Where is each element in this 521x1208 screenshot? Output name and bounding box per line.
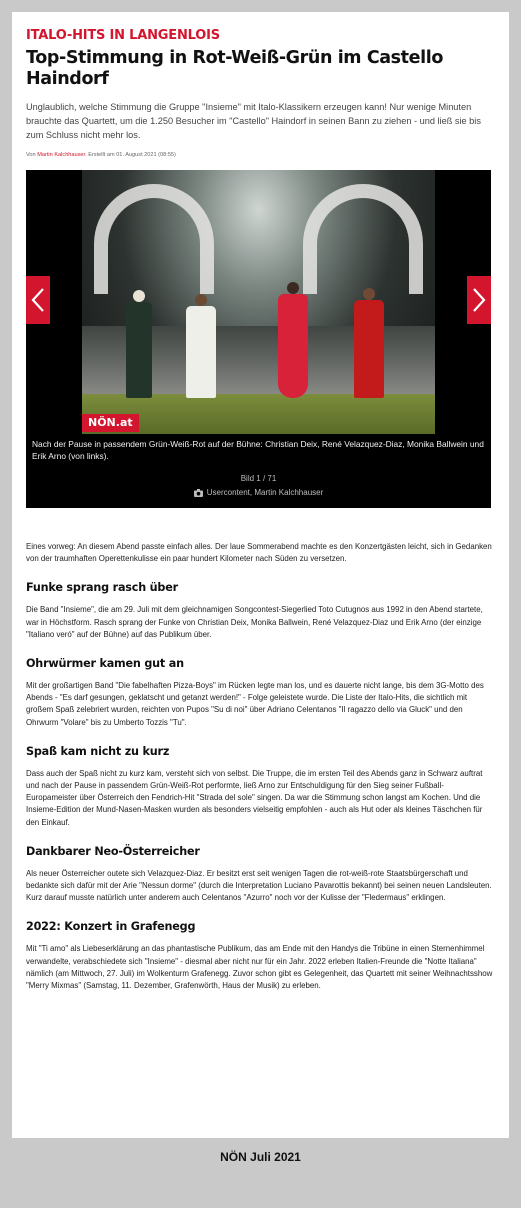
byline-prefix: Von [26, 152, 36, 158]
article-paragraph-intro: Eines vorweg: An diesem Abend passte einfach alles. Der laue Sommerabend machte es den Konzertgästen leicht, sich in Gedanken von der traumhaften Operettenkulisse ein paar hundert Kilometer nach Süden zu versetzen. [26, 542, 492, 564]
article-paragraph-1: Die Band "Insieme", die am 29. Juli mit dem gleichnamigen Songcontest-Siegerlied Toto Cutugnos aus 1992 in den Abend startete, war in Höchstform. Rasch sprang der Funke von Christian Deix, Monika Ballwein, René Velazquez-Diaz und Erik Arno (der einzige "Italiano veró" auf der Bühne) auf das Publikum über. [26, 605, 483, 639]
performer-1 [126, 290, 152, 398]
byline [26, 151, 495, 159]
stage-arch-right [303, 184, 423, 294]
article-paragraph-4: Als neuer Österreicher outete sich Velazquez-Diaz. Er besitzt erst seit wenigen Tagen die rot-weiß-rote Staatsbürgerschaft und bedankte sich dafür mit der Arie "Nessun dorme" (durch die Interpretation Luciano Pavarottis bekannt) bei seinen neuen Landsleuten. Kurz darauf musste natürlich unter anderem auch Celentanos "Azurro" noch vor der Kulisse der "Fledermaus" erklingen. [26, 868, 492, 903]
article-headline: Top-Stimmung in Rot-Weiß-Grün im Castello Haindorf [26, 48, 443, 89]
gallery-caption: Nach der Pause in passendem Grün-Weiß-Rot auf der Bühne: Christian Deix, René Velazquez-Diaz, Monika Ballwein und Erik Arno (von links). [32, 439, 484, 461]
article-paragraph-5: Mit "Ti amo" als Liebeserklärung an das phantastische Publikum, das am Ende mit den Handys die Tribüne in einen Sternenhimmel verwandelte, verabschiedete sich "Insieme" - diesmal aber nicht nur für ein Jahr. 2022 erleben Italien-Freunde die "Notte Italiana" nämlich (am Mittwoch, 27. Juli) im Wolkenturm Grafenegg. Zuvor schon gibt es Gelegenheit, das Quartett mit seiner Weihnachtsshow "Merry Mixmas" (Samstag, 11. Dezember, Grafenwörth, Haus der Musik) zu erleben. [26, 944, 493, 991]
image-gallery [26, 170, 491, 508]
gallery-photo[interactable] [82, 170, 435, 434]
noen-logo: NÖN.at [82, 414, 139, 432]
chevron-left-icon [31, 287, 45, 313]
chevron-right-icon [472, 287, 486, 313]
gallery-prev-button[interactable] [26, 276, 50, 324]
article-kicker: ITALO-HITS IN LANGENLOIS [26, 28, 220, 43]
stage-arch-left [94, 184, 214, 294]
photo-credit [26, 488, 491, 498]
article-paragraph-3: Dass auch der Spaß nicht zu kurz kam, versteht sich von selbst. Die Truppe, die im ersten Teil des Abends ganz in Schwarz auftrat und nach der Pause in passendem Grün-Weiß-Rot performte, ließ Arno zur Entschuldigung für den Sieg seiner Fußball-Europameister über Österreich den Fendrich-Hit "Strada del sole" singen. Da war die Stimmung schon langst am Kochen. Und die Insieme-Edition der Mund-Nasen-Masken wurden als besonders vielseitig empfohlen - auch als Hut oder als kleines Täschchen für den Einkauf. [26, 768, 483, 827]
source-footer [0, 1138, 521, 1208]
section-heading-1: Funke sprang rasch über [26, 581, 178, 595]
gallery-next-button[interactable] [467, 276, 491, 324]
gallery-counter: Bild 1 / 71 [240, 474, 277, 483]
article-paragraph-2: Mit der großartigen Band "Die fabelhaften Pizza-Boys" im Rücken legte man los, und es dauerte nicht lange, bis dem 3G-Motto des Abends - "Es darf gesungen, geklatscht und getanzt werden!" - Folge geleistete wurde. Die Liste der Italo-Hits, die sichtlich mit großem Spaß zelebriert wurden, reichten von Pupos "Su di noi" über Adriano Celentanos "Il ragazzo dello via Gluck" und den Ohrwurm "Volare" bis zu Umberto Tozzis "Tu". [26, 681, 484, 727]
photo-credit-text: Usercontent, Martin Kalchhauser [206, 488, 324, 497]
performer-2 [186, 294, 216, 398]
section-heading-3: Spaß kam nicht zu kurz [26, 744, 170, 758]
section-heading-2: Ohrwürmer kamen gut an [26, 657, 184, 671]
section-heading-5: 2022: Konzert in Grafenegg [26, 920, 196, 934]
article-lead: Unglaublich, welche Stimmung die Gruppe "Insieme" mit Italo-Klassikern erzeugen kann! Nur wenige Minuten brauchte das Quartett, um die 1.250 Besucher im "Castello" Haindorf in seinen Bann zu ziehen - und ließ sie bis zum Schluss nicht mehr los. [26, 102, 481, 140]
source-label: NÖN Juli 2021 [220, 1150, 301, 1164]
author-link[interactable]: Martin Kalchhauser [37, 152, 86, 158]
performer-3 [278, 282, 308, 398]
article-page [12, 12, 509, 1138]
publish-date: . Erstellt am 01. August 2021 (08:55) [85, 152, 176, 158]
section-heading-4: Dankbarer Neo-Österreicher [26, 844, 200, 858]
camera-icon [194, 489, 203, 497]
performer-4 [354, 288, 384, 398]
